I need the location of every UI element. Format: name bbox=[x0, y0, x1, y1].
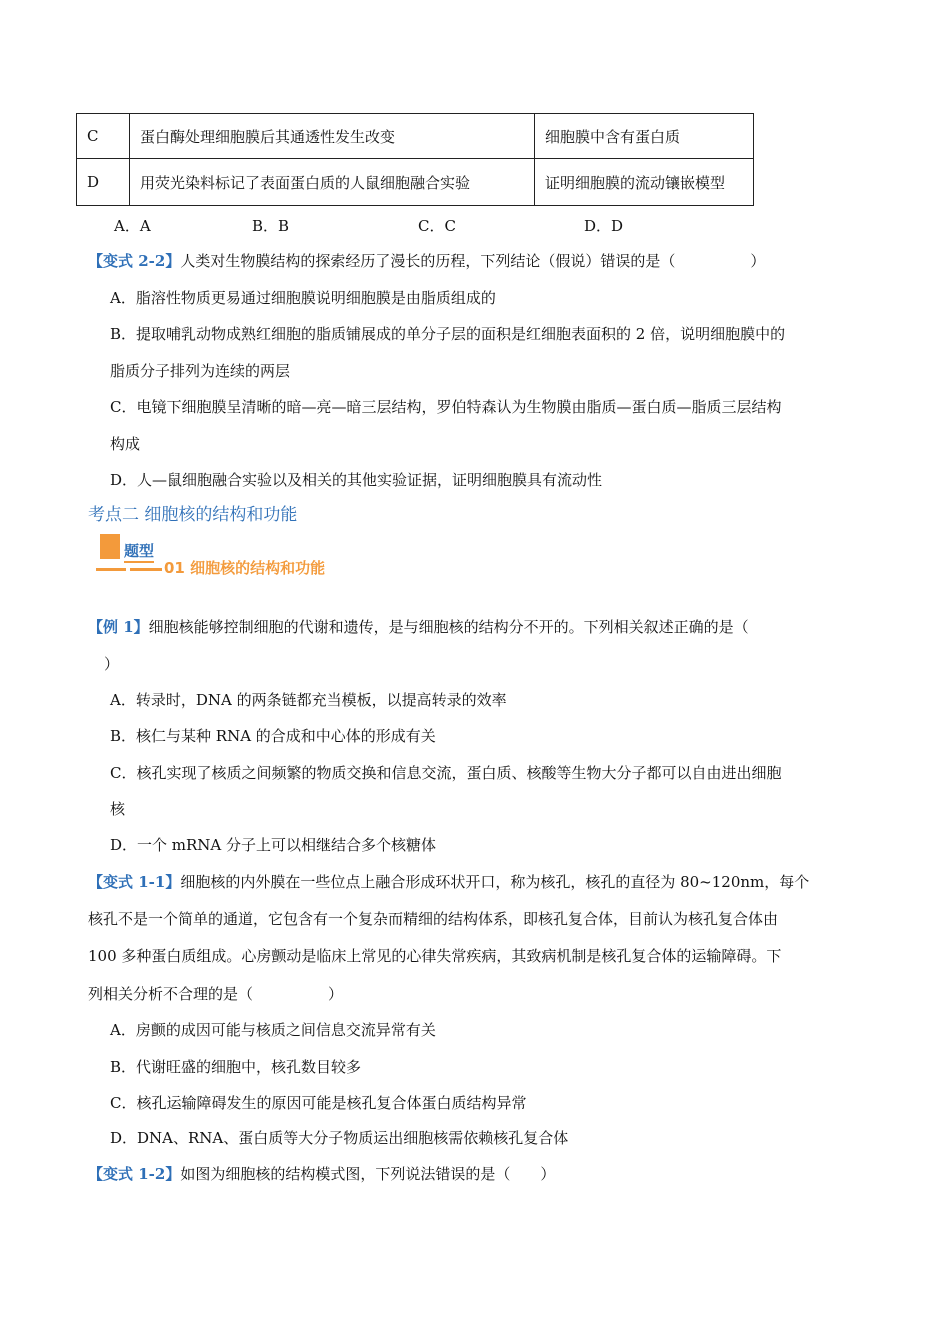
option-d: D．D bbox=[584, 217, 624, 235]
table-cell-letter: D bbox=[77, 159, 130, 206]
option-b: B．代谢旺盛的细胞中，核孔数目较多 bbox=[110, 1058, 362, 1076]
option-c-continued: 核 bbox=[110, 800, 126, 818]
option-c: C．C bbox=[418, 217, 456, 235]
question-text-continued: 列相关分析不合理的是（ ） bbox=[88, 985, 344, 1003]
option-b: B．B bbox=[252, 217, 290, 235]
question-tag: 【变式 1-2】 bbox=[88, 1165, 181, 1183]
option-d: D．人—鼠细胞融合实验以及相关的其他实验证据，证明细胞膜具有流动性 bbox=[110, 471, 603, 489]
question-tag: 【变式 1-1】 bbox=[88, 873, 181, 891]
table-cell-experiment: 用荧光染料标记了表面蛋白质的人鼠细胞融合实验 bbox=[130, 159, 535, 206]
section-heading: 考点二 细胞核的结构和功能 bbox=[88, 505, 298, 525]
question-tag: 【变式 2-2】 bbox=[88, 252, 181, 270]
question-text-continued: ） bbox=[104, 655, 120, 673]
option-d: D．一个 mRNA 分子上可以相继结合多个核糖体 bbox=[110, 836, 437, 854]
table-row bbox=[77, 114, 754, 159]
question-stem bbox=[88, 872, 809, 892]
option-a: A．A bbox=[114, 217, 151, 235]
question-text: 人类对生物膜结构的探索经历了漫长的历程，下列结论（假说）错误的是（ ） bbox=[180, 252, 766, 270]
option-a: A．转录时，DNA 的两条链都充当模板，以提高转录的效率 bbox=[110, 691, 507, 709]
question-stem bbox=[88, 617, 749, 637]
option-c-continued: 构成 bbox=[110, 435, 141, 453]
table-cell-conclusion: 证明细胞膜的流动镶嵌模型 bbox=[535, 159, 754, 206]
question-text: 细胞核的内外膜在一些位点上融合形成环状开口，称为核孔，核孔的直径为 80~120nm，每个 bbox=[180, 873, 810, 891]
badge-square-icon bbox=[100, 534, 120, 559]
option-c: C．电镜下细胞膜呈清晰的暗—亮—暗三层结构，罗伯特森认为生物膜由脂质—蛋白质—脂质三层结构 bbox=[110, 398, 782, 416]
option-a: A．房颤的成因可能与核质之间信息交流异常有关 bbox=[110, 1021, 436, 1039]
option-d: D．DNA、RNA、蛋白质等大分子物质运出细胞核需依赖核孔复合体 bbox=[110, 1129, 569, 1147]
question-stem bbox=[88, 251, 765, 271]
option-b: B．核仁与某种 RNA 的合成和中心体的形成有关 bbox=[110, 727, 436, 745]
option-b: B．提取哺乳动物成熟红细胞的脂质铺展成的单分子层的面积是红细胞表面积的 2 倍，说明细胞膜中的 bbox=[110, 325, 786, 343]
question-text: 细胞核能够控制细胞的代谢和遗传，是与细胞核的结构分不开的。下列相关叙述正确的是（ bbox=[148, 618, 749, 636]
options-table bbox=[76, 113, 754, 206]
table-cell-conclusion: 细胞膜中含有蛋白质 bbox=[535, 114, 754, 159]
table-cell-experiment: 蛋白酶处理细胞膜后其通透性发生改变 bbox=[130, 114, 535, 159]
badge-underline-gap bbox=[126, 568, 130, 571]
option-b-continued: 脂质分子排列为连续的两层 bbox=[110, 362, 291, 380]
option-a: A．脂溶性物质更易通过细胞膜说明细胞膜是由脂质组成的 bbox=[110, 289, 496, 307]
badge-word: 题型 bbox=[124, 540, 154, 563]
question-text: 如图为细胞核的结构模式图，下列说法错误的是（ ） bbox=[180, 1165, 556, 1183]
option-c: C．核孔实现了核质之间频繁的物质交换和信息交流，蛋白质、核酸等生物大分子都可以自由进出细胞 bbox=[110, 764, 782, 782]
question-tag: 【例 1】 bbox=[88, 618, 149, 636]
question-type-badge bbox=[96, 534, 356, 576]
question-text-continued: 100 多种蛋白质组成。心房颤动是临床上常见的心律失常疾病，其致病机制是核孔复合体的运输障碍。下 bbox=[88, 947, 782, 965]
table-cell-letter: C bbox=[77, 114, 130, 159]
question-text-continued: 核孔不是一个简单的通道，它包含有一个复杂而精细的结构体系，即核孔复合体，目前认为核孔复合体由 bbox=[88, 910, 779, 928]
question-stem bbox=[88, 1164, 555, 1184]
badge-title: 01 细胞核的结构和功能 bbox=[164, 559, 326, 577]
option-c: C．核孔运输障碍发生的原因可能是核孔复合体蛋白质结构异常 bbox=[110, 1094, 527, 1112]
table-row bbox=[77, 159, 754, 206]
